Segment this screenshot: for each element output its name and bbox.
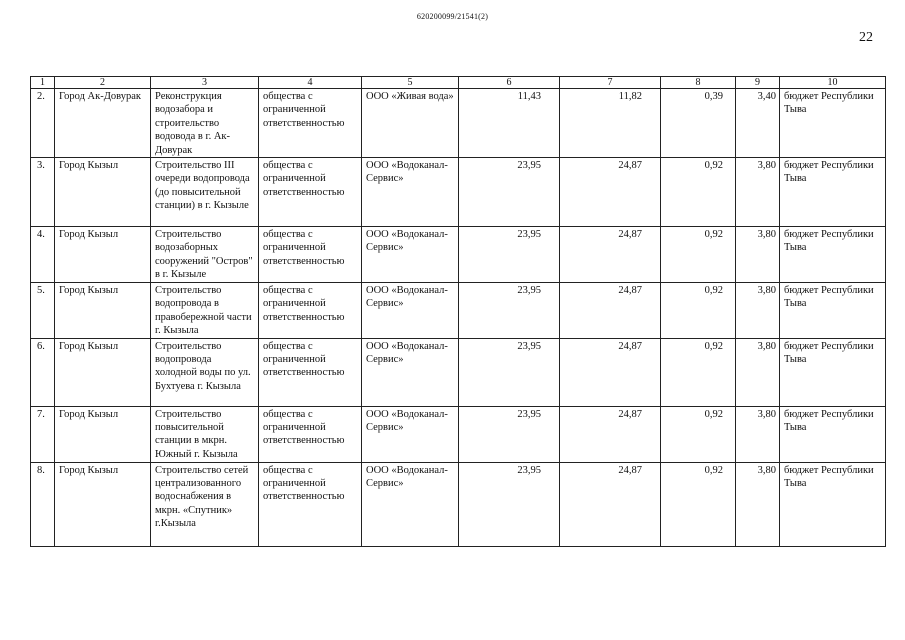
value-7-cell: 24,87 [560,462,661,546]
value-9-cell: 3,40 [736,89,780,158]
data-table [30,76,886,547]
value-7-cell: 24,87 [560,338,661,406]
header-row [31,77,886,89]
legal-form-cell: общества с ограниченной ответственностью [259,158,362,227]
value-9-cell: 3,80 [736,283,780,339]
source-cell: бюджет Республики Тыва [780,158,886,227]
organization-cell: ООО «Водоканал-Сервис» [362,462,459,546]
value-9-cell: 3,80 [736,338,780,406]
source-cell: бюджет Республики Тыва [780,227,886,283]
table-row [31,227,886,283]
row-number: 6. [31,338,55,406]
legal-form-cell: общества с ограниченной ответственностью [259,462,362,546]
place-cell: Город Кызыл [55,462,151,546]
place-cell: Город Ак-Довурак [55,89,151,158]
value-8-cell: 0,92 [661,338,736,406]
project-cell: Строительство сетей централизованного водоснабжения в мкрн. «Спутник» г.Кызыла [151,462,259,546]
value-6-cell: 23,95 [459,227,560,283]
value-6-cell: 23,95 [459,406,560,462]
value-7-cell: 11,82 [560,89,661,158]
value-6-cell: 23,95 [459,283,560,339]
value-6-cell: 23,95 [459,338,560,406]
column-header: 1 [31,77,55,89]
column-header: 8 [661,77,736,89]
table-row [31,406,886,462]
column-header: 3 [151,77,259,89]
value-6-cell: 11,43 [459,89,560,158]
organization-cell: ООО «Водоканал-Сервис» [362,283,459,339]
value-6-cell: 23,95 [459,158,560,227]
column-header: 5 [362,77,459,89]
project-cell: Строительство водопровода холодной воды по ул. Бухтуева г. Кызыла [151,338,259,406]
place-cell: Город Кызыл [55,406,151,462]
table-row [31,158,886,227]
place-cell: Город Кызыл [55,227,151,283]
column-header: 9 [736,77,780,89]
row-number: 4. [31,227,55,283]
legal-form-cell: общества с ограниченной ответственностью [259,406,362,462]
value-9-cell: 3,80 [736,406,780,462]
value-9-cell: 3,80 [736,462,780,546]
column-header: 2 [55,77,151,89]
organization-cell: ООО «Водоканал-Сервис» [362,338,459,406]
table-row [31,89,886,158]
project-cell: Строительство водопровода в правобережной части г. Кызыла [151,283,259,339]
value-8-cell: 0,92 [661,283,736,339]
value-9-cell: 3,80 [736,227,780,283]
column-header: 10 [780,77,886,89]
organization-cell: ООО «Водоканал-Сервис» [362,406,459,462]
value-6-cell: 23,95 [459,462,560,546]
value-7-cell: 24,87 [560,283,661,339]
value-8-cell: 0,92 [661,406,736,462]
value-8-cell: 0,39 [661,89,736,158]
project-cell: Строительство водозаборных сооружений "Остров" в г. Кызыле [151,227,259,283]
place-cell: Город Кызыл [55,158,151,227]
source-cell: бюджет Республики Тыва [780,406,886,462]
value-8-cell: 0,92 [661,462,736,546]
value-8-cell: 0,92 [661,227,736,283]
row-number: 3. [31,158,55,227]
table-row [31,462,886,546]
project-cell: Строительство III очереди водопровода (до повысительной станции) в г. Кызыле [151,158,259,227]
source-cell: бюджет Республики Тыва [780,283,886,339]
organization-cell: ООО «Живая вода» [362,89,459,158]
source-cell: бюджет Республики Тыва [780,89,886,158]
organization-cell: ООО «Водоканал-Сервис» [362,227,459,283]
column-header: 7 [560,77,661,89]
row-number: 7. [31,406,55,462]
project-cell: Реконструкция водозабора и строительство водовода в г. Ак-Довурак [151,89,259,158]
page-number: 22 [859,30,873,45]
value-7-cell: 24,87 [560,158,661,227]
value-8-cell: 0,92 [661,158,736,227]
legal-form-cell: общества с ограниченной ответственностью [259,283,362,339]
column-header: 4 [259,77,362,89]
table-row [31,283,886,339]
source-cell: бюджет Республики Тыва [780,338,886,406]
organization-cell: ООО «Водоканал-Сервис» [362,158,459,227]
row-number: 8. [31,462,55,546]
value-9-cell: 3,80 [736,158,780,227]
table-row [31,338,886,406]
row-number: 5. [31,283,55,339]
value-7-cell: 24,87 [560,406,661,462]
column-header: 6 [459,77,560,89]
document-id: 620200099/21541(2) [416,12,489,21]
legal-form-cell: общества с ограниченной ответственностью [259,227,362,283]
legal-form-cell: общества с ограниченной ответственностью [259,338,362,406]
place-cell: Город Кызыл [55,283,151,339]
place-cell: Город Кызыл [55,338,151,406]
value-7-cell: 24,87 [560,227,661,283]
source-cell: бюджет Республики Тыва [780,462,886,546]
row-number: 2. [31,89,55,158]
project-cell: Строительство повысительной станции в мкрн. Южный г. Кызыла [151,406,259,462]
legal-form-cell: общества с ограниченной ответственностью [259,89,362,158]
